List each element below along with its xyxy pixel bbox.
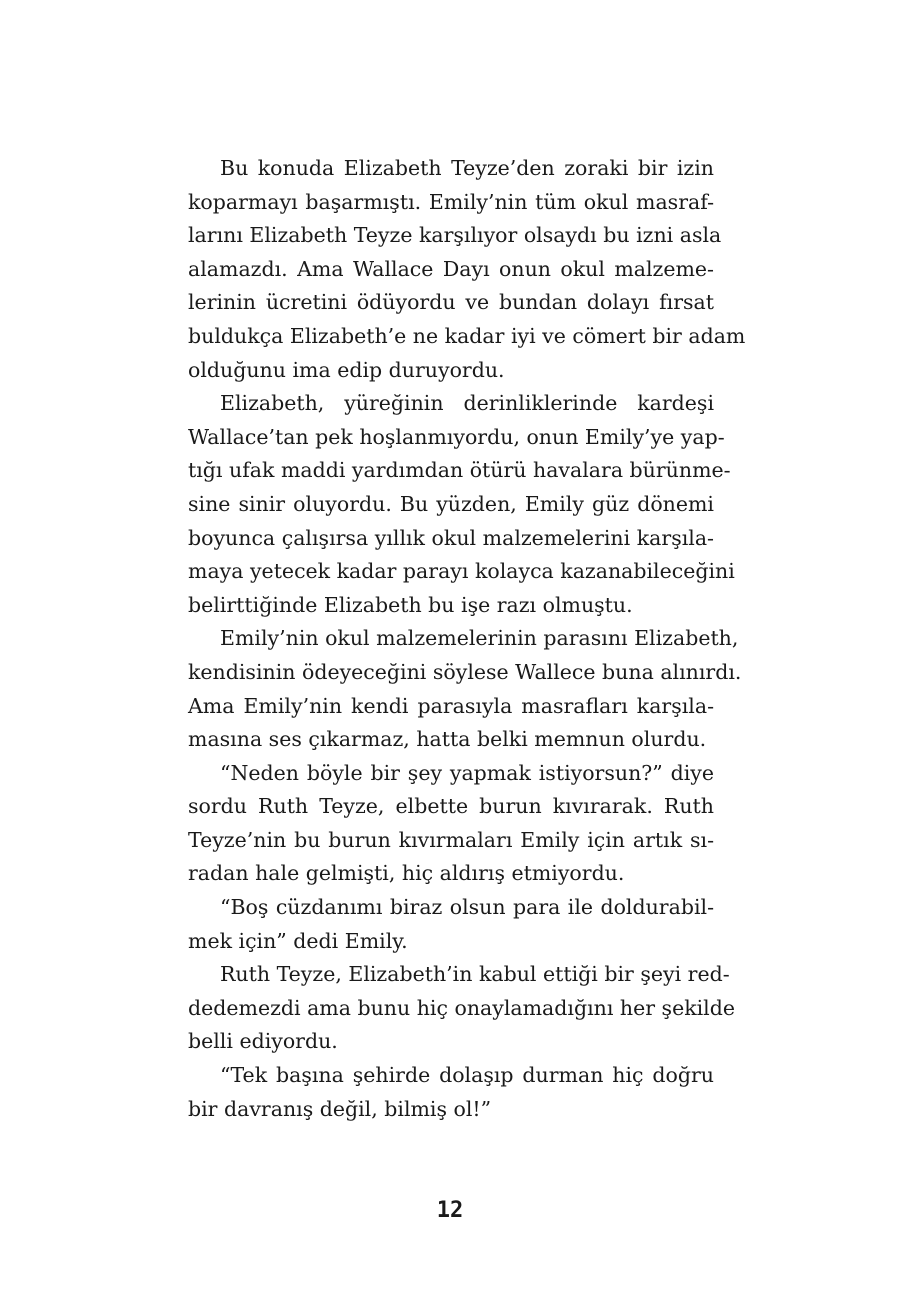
- paragraph: [188, 958, 735, 1059]
- paragraph: [188, 891, 714, 958]
- text-line: “Neden böyle bir şey yapmak istiyorsun?” diye: [220, 760, 714, 785]
- text-line: alamazdı. Ama Wallace Dayı onun okul malzeme-: [188, 256, 714, 281]
- text-line: radan hale gelmişti, hiç aldırış etmiyordu.: [188, 861, 625, 886]
- paragraph: [188, 757, 714, 891]
- text-line: “Boş cüzdanımı biraz olsun para ile doldurabil-: [220, 895, 714, 920]
- text-line: Elizabeth, yüreğinin derinliklerinde kardeşi: [220, 391, 714, 416]
- text-line: belirttiğinde Elizabeth bu işe razı olmuştu.: [188, 592, 633, 617]
- text-line: olduğunu ima edip duruyordu.: [188, 357, 505, 382]
- text-line: Ama Emily’nin kendi parasıyla masrafları karşıla-: [188, 693, 714, 718]
- paragraph: [188, 152, 746, 387]
- text-line: Bu konuda Elizabeth Teyze’den zoraki bir izin: [220, 156, 714, 180]
- text-line: Emily’nin okul malzemelerinin parasını Elizabeth,: [220, 626, 739, 651]
- text-line: larını Elizabeth Teyze karşılıyor olsaydı bu izni asla: [188, 223, 722, 248]
- text-line: Ruth Teyze, Elizabeth’in kabul ettiği bir şeyi red-: [220, 962, 730, 987]
- text-line: koparmayı başarmıştı. Emily’nin tüm okul masraf-: [188, 189, 714, 214]
- text-line: sine sinir oluyordu. Bu yüzden, Emily güz dönemi: [188, 491, 714, 516]
- paragraph: [188, 1059, 714, 1126]
- text-line: lerinin ücretini ödüyordu ve bundan dolayı fırsat: [188, 290, 714, 315]
- paragraph: [188, 387, 735, 622]
- page-number: 12: [436, 1198, 464, 1223]
- body-text: [188, 152, 746, 1126]
- text-line: maya yetecek kadar parayı kolayca kazanabileceğini: [188, 559, 735, 584]
- text-line: Teyze’nin bu burun kıvırmaları Emily için artık sı-: [188, 827, 714, 852]
- text-line: bir davranış değil, bilmiş ol!”: [188, 1096, 492, 1121]
- text-line: kendisinin ödeyeceğini söylese Wallece buna alınırdı.: [188, 659, 742, 684]
- text-line: buldukça Elizabeth’e ne kadar iyi ve cömert bir adam: [188, 323, 746, 348]
- text-line: mek için” dedi Emily.: [188, 928, 408, 953]
- text-line: tığı ufak maddi yardımdan ötürü havalara bürünme-: [188, 458, 731, 483]
- text-line: masına ses çıkarmaz, hatta belki memnun olurdu.: [188, 727, 707, 752]
- text-line: belli ediyordu.: [188, 1029, 338, 1054]
- text-line: “Tek başına şehirde dolaşıp durman hiç doğru: [220, 1063, 714, 1088]
- text-line: Wallace’tan pek hoşlanmıyordu, onun Emily’ye yap-: [188, 424, 725, 449]
- text-line: boyunca çalışırsa yıllık okul malzemelerini karşıla-: [188, 525, 714, 550]
- paragraph: [188, 622, 742, 756]
- text-line: sordu Ruth Teyze, elbette burun kıvırarak. Ruth: [188, 794, 714, 819]
- text-line: dedemezdi ama bunu hiç onaylamadığını her şekilde: [188, 995, 735, 1020]
